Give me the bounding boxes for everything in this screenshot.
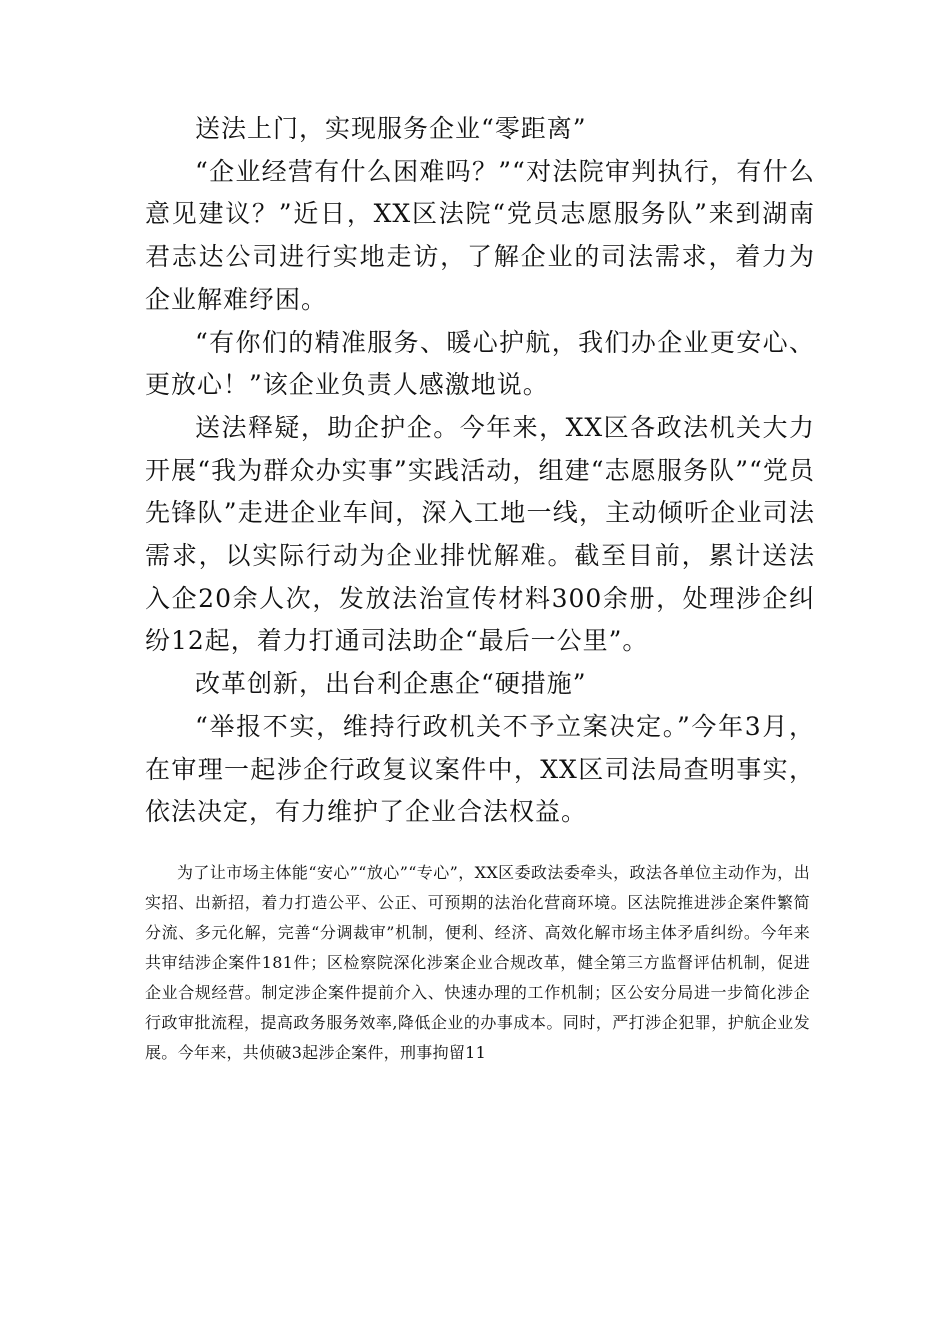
body-paragraph-3: 送法释疑，助企护企。今年来，XX区各政法机关大力开展“我为群众办实事”实践活动，组建“志愿服务队”“党员先锋队”走进企业车间，深入工地一线，主动倾听企业司法需求，以实际行动为企业排忧解难。截至目前，累计送法入企20余人次，发放法治宣传材料300余册，处理涉企纠纷12起，着力打通司法助企“最后一公里”。 bbox=[145, 412, 815, 656]
body-paragraph-2: “有你们的精准服务、暖心护航，我们办企业更安心、更放心！”该企业负责人感激地说。 bbox=[145, 327, 815, 400]
small-body-text bbox=[145, 858, 810, 1068]
section-heading-2: 改革创新，出台利企惠企“硬措施” bbox=[195, 669, 587, 699]
section-heading-1: 送法上门，实现服务企业“零距离” bbox=[195, 114, 587, 143]
body-paragraph-small: 为了让市场主体能“安心”“放心”“专心”，XX区委政法委牵头，政法各单位主动作为，出实招、出新招，着力打造公平、公正、可预期的法治化营商环境。区法院推进涉企案件繁简分流、多元化解，完善“分调裁审”机制，便利、经济、高效化解市场主体矛盾纠纷。今年来共审结涉企案件181件；区检察院深化涉案企业合规改革，健全第三方监督评估机制，促进企业合规经营。制定涉企案件提前介入、快速办理的工作机制；区公安分局进一步简化涉企行政审批流程，提高政务服务效率,降低企业的办事成本。同时，严打涉企犯罪，护航企业发展。今年来，共侦破3起涉企案件，刑事拘留11 bbox=[145, 863, 810, 1062]
main-body-text bbox=[145, 108, 815, 834]
body-paragraph-4: “举报不实，维持行政机关不予立案决定。”今年3月，在审理一起涉企行政复议案件中，XX区司法局查明事实，依法决定，有力维护了企业合法权益。 bbox=[145, 711, 815, 827]
body-paragraph-1: “企业经营有什么困难吗？”“对法院审判执行，有什么意见建议？”近日，XX区法院“党员志愿服务队”来到湖南君志达公司进行实地走访，了解企业的司法需求，着力为企业解难纾困。 bbox=[145, 156, 815, 314]
